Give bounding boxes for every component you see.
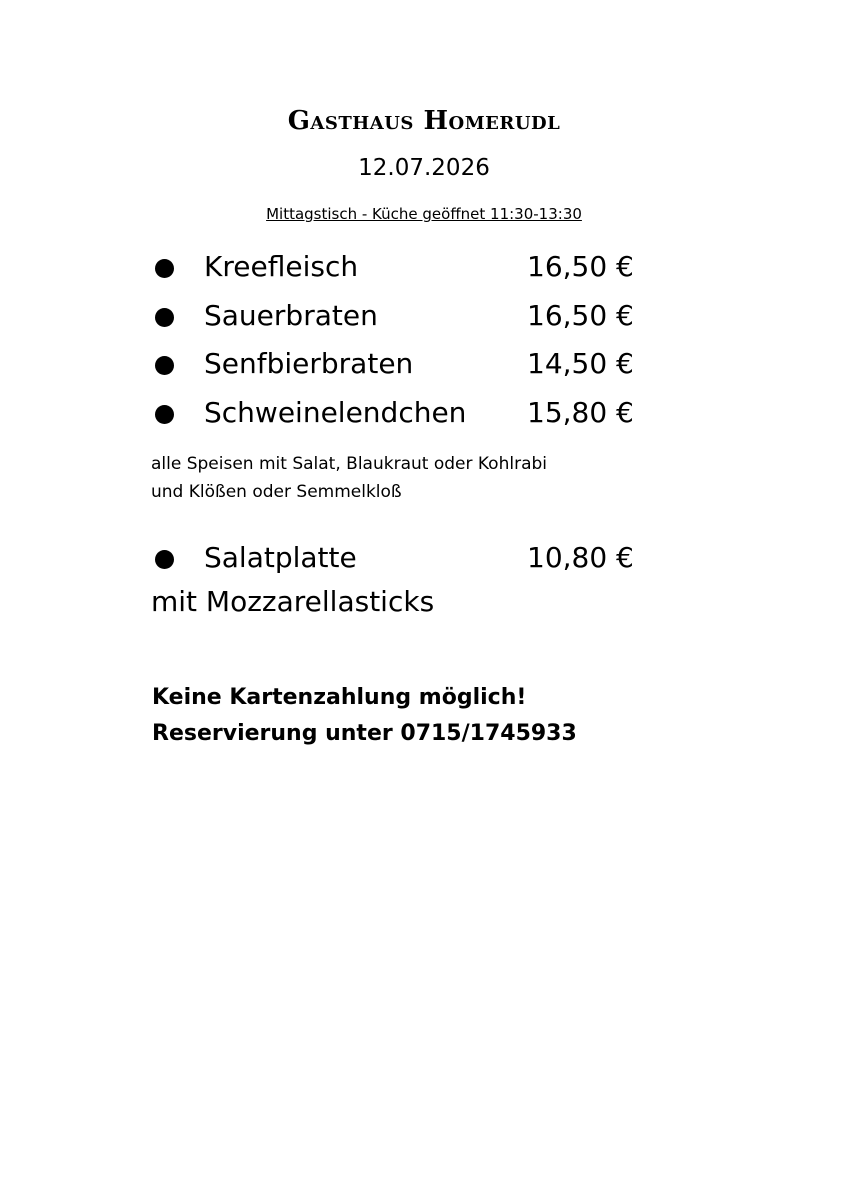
payment-note: Keine Kartenzahlung möglich! <box>152 685 527 710</box>
reservation-note: Reservierung unter 0715/1745933 <box>152 721 577 746</box>
menu-item-price: 16,50 € <box>527 299 634 332</box>
menu-item-name: Sauerbraten <box>204 299 378 332</box>
sides-note-line: und Klößen oder Semmelkloß <box>151 482 402 502</box>
bullet-icon <box>155 259 174 278</box>
menu-item-price: 16,50 € <box>527 250 634 283</box>
bullet-icon <box>155 308 174 327</box>
footer-notes <box>152 680 577 752</box>
salad-name: Salatplatte <box>204 541 357 574</box>
salad-price: 10,80 € <box>527 541 634 574</box>
salad-item <box>150 541 640 581</box>
salad-extra: mit Mozzarellasticks <box>151 585 435 618</box>
bullet-icon <box>155 356 174 375</box>
menu-item-name: Senfbierbraten <box>204 347 414 380</box>
menu-item <box>150 250 640 290</box>
bullet-icon <box>155 405 174 424</box>
restaurant-name: Gasthaus Homerudl <box>287 106 561 136</box>
menu-item <box>150 299 640 339</box>
menu-item <box>150 347 640 387</box>
menu-item-price: 15,80 € <box>527 396 634 429</box>
menu-date: 12.07.2026 <box>358 155 490 181</box>
menu-item-price: 14,50 € <box>527 347 634 380</box>
sides-note-line: alle Speisen mit Salat, Blaukraut oder Kohlrabi <box>151 454 547 474</box>
menu-item <box>150 396 640 436</box>
sides-note <box>151 450 547 506</box>
bullet-icon <box>155 550 174 569</box>
menu-item-name: Kreefleisch <box>204 250 359 283</box>
menu-item-name: Schweinelendchen <box>204 396 467 429</box>
opening-hours-subtitle: Mittagstisch - Küche geöffnet 11:30-13:30 <box>266 205 582 223</box>
